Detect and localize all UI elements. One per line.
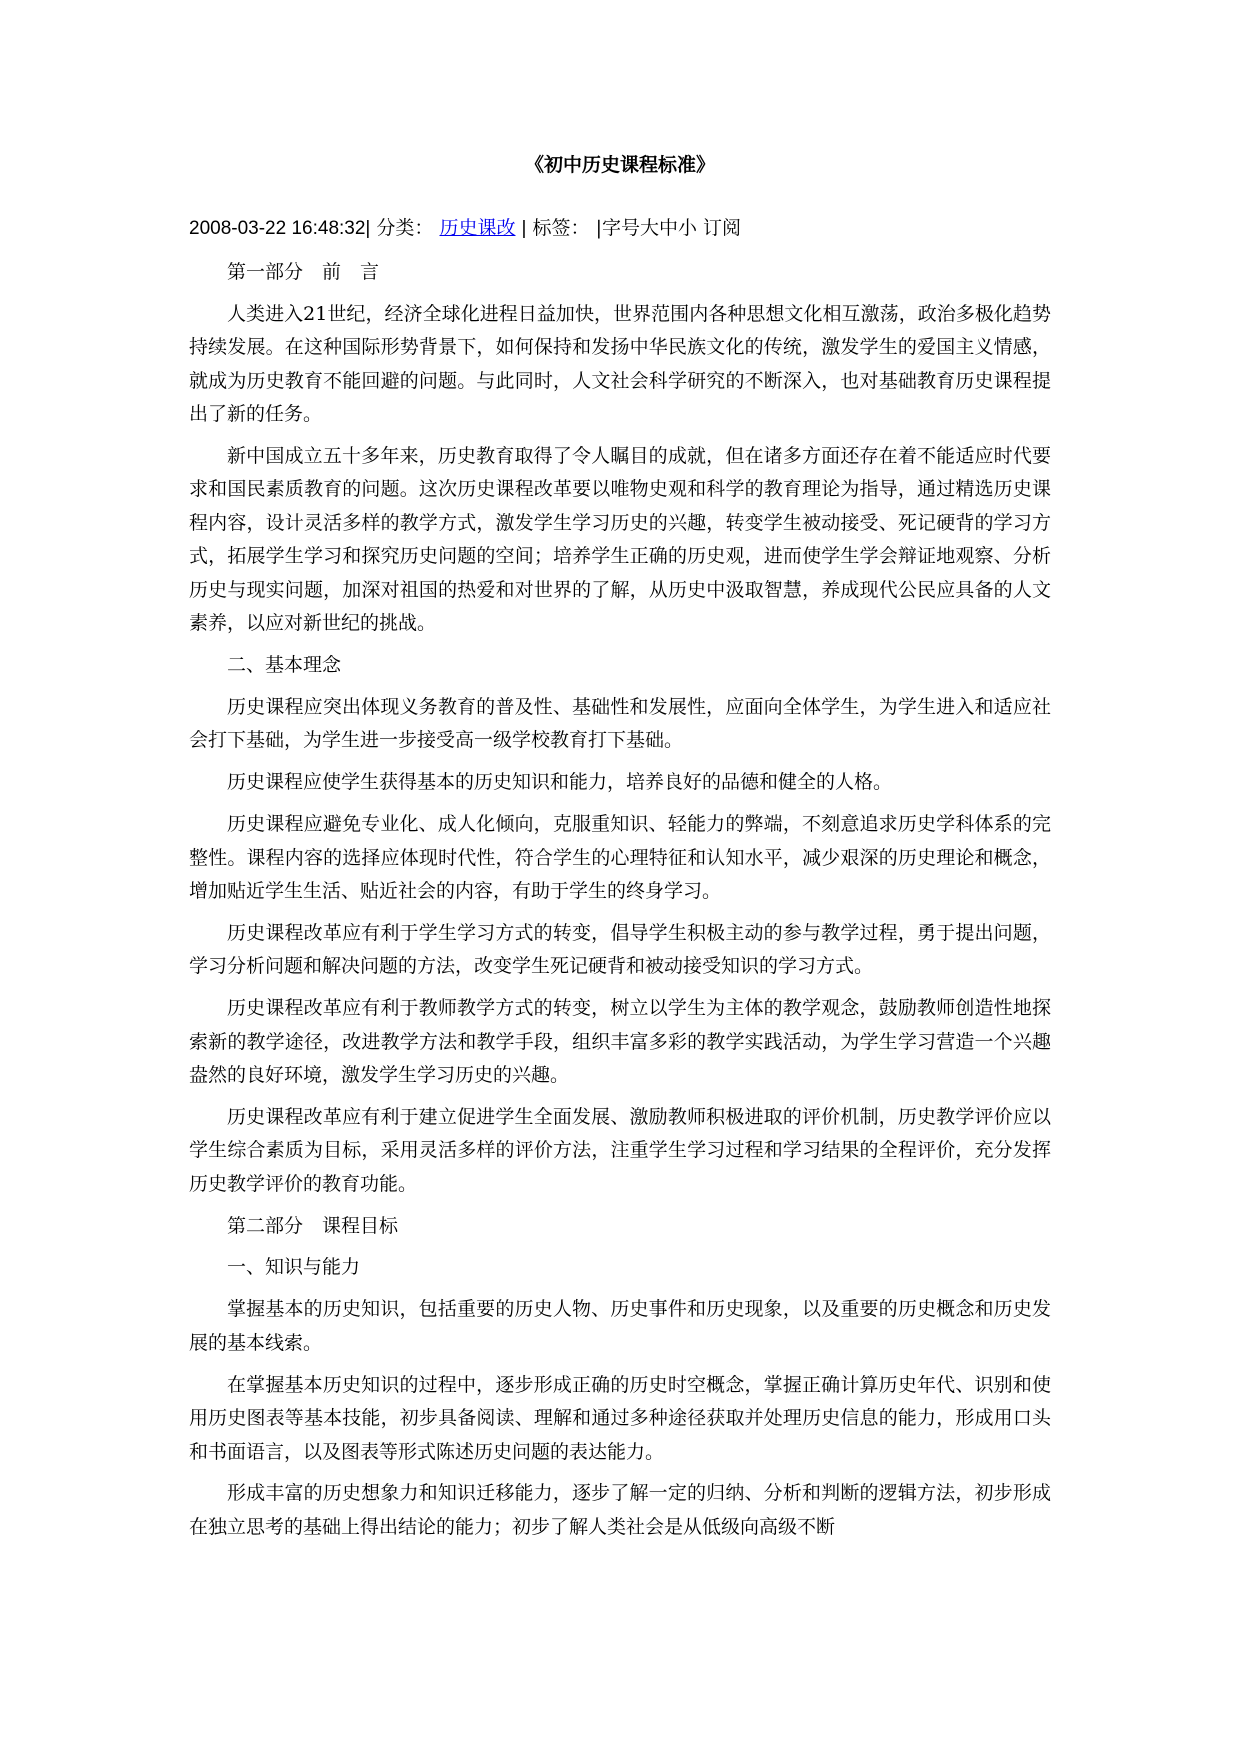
paragraph: 在掌握基本历史知识的过程中，逐步形成正确的历史时空概念，掌握正确计算历史年代、识别和使用历史图表等基本技能，初步具备阅读、理解和通过多种途径获取并处理历史信息的能力，形成用口头和书面语言，以及图表等形式陈述历史问题的表达能力。 bbox=[189, 1373, 1051, 1463]
meta-separator: | bbox=[521, 218, 527, 239]
paragraph: 历史课程改革应有利于学生学习方式的转变，倡导学生积极主动的参与教学过程，勇于提出问题，学习分析问题和解决问题的方法，改变学生死记硬背和被动接受知识的学习方式。 bbox=[189, 921, 1051, 978]
paragraph: 历史课程改革应有利于教师教学方式的转变，树立以学生为主体的教学观念，鼓励教师创造性地探索新的教学途径，改进教学方法和教学手段，组织丰富多彩的教学实践活动，为学生学习营造一个兴趣盎然的良好环境，激发学生学习历史的兴趣。 bbox=[189, 997, 1051, 1086]
document-title: 《初中历史课程标准》 bbox=[524, 154, 715, 176]
section-heading: 第一部分 前 言 bbox=[227, 261, 380, 283]
section-heading: 第二部分 课程目标 bbox=[227, 1214, 399, 1237]
paragraph: 形成丰富的历史想象力和知识迁移能力，逐步了解一定的归纳、分析和判断的逻辑方法，初步形成在独立思考的基础上得出结论的能力；初步了解人类社会是从低级向高级不断 bbox=[189, 1482, 1051, 1538]
tags-label: 标签： bbox=[532, 217, 590, 239]
post-datetime: 2008-03-22 16:48:32| bbox=[189, 218, 371, 239]
document-body bbox=[189, 256, 1051, 1553]
paragraph: 历史课程应避免专业化、成人化倾向，克服重知识、轻能力的弊端，不刻意追求历史学科体系的完整性。课程内容的选择应体现时代性，符合学生的心理特征和认知水平，减少艰深的历史理论和概念，增加贴近学生生活、贴近社会的内容，有助于学生的终身学习。 bbox=[189, 813, 1051, 902]
post-meta bbox=[189, 213, 1051, 244]
category-link[interactable]: 历史课改 bbox=[439, 217, 516, 239]
paragraph: 掌握基本的历史知识，包括重要的历史人物、历史事件和历史现象，以及重要的历史概念和历史发展的基本线索。 bbox=[189, 1298, 1051, 1354]
section-heading: 二、基本理念 bbox=[227, 653, 342, 676]
paragraph: 历史课程应突出体现义务教育的普及性、基础性和发展性，应面向全体学生，为学生进入和适应社会打下基础，为学生进一步接受高一级学校教育打下基础。 bbox=[189, 695, 1051, 752]
paragraph: 历史课程改革应有利于建立促进学生全面发展、激励教师积极进取的评价机制，历史教学评价应以学生综合素质为目标，采用灵活多样的评价方法，注重学生学习过程和学习结果的全程评价，充分发挥历史教学评价的教育功能。 bbox=[189, 1105, 1051, 1195]
paragraph: 新中国成立五十多年来，历史教育取得了令人瞩目的成就，但在诸多方面还存在着不能适应时代要求和国民素质教育的问题。这次历史课程改革要以唯物史观和科学的教育理论为指导，通过精选历史课程内容，设计灵活多样的教学方式，激发学生学习历史的兴趣，转变学生被动接受、死记硬背的学习方式，拓展学生学习和探究历史问题的空间；培养学生正确的历史观，进而使学生学会辩证地观察、分析历史与现实问题，加深对祖国的热爱和对世界的了解，从历史中汲取智慧，养成现代公民应具备的人文素养，以应对新世纪的挑战。 bbox=[189, 445, 1051, 635]
category-label: 分类： bbox=[376, 217, 434, 239]
paragraph: 历史课程应使学生获得基本的历史知识和能力，培养良好的品德和健全的人格。 bbox=[227, 771, 893, 794]
font-size-controls[interactable]: |字号大中小 订阅 bbox=[595, 217, 742, 239]
section-heading: 一、知识与能力 bbox=[227, 1256, 361, 1279]
paragraph: 人类进入21世纪，经济全球化进程日益加快，世界范围内各种思想文化相互激荡，政治多极化趋势持续发展。在这种国际形势背景下，如何保持和发扬中华民族文化的传统，激发学生的爱国主义情感，就成为历史教育不能回避的问题。与此同时，人文社会科学研究的不断深入，也对基础教育历史课程提出了新的任务。 bbox=[189, 302, 1051, 426]
